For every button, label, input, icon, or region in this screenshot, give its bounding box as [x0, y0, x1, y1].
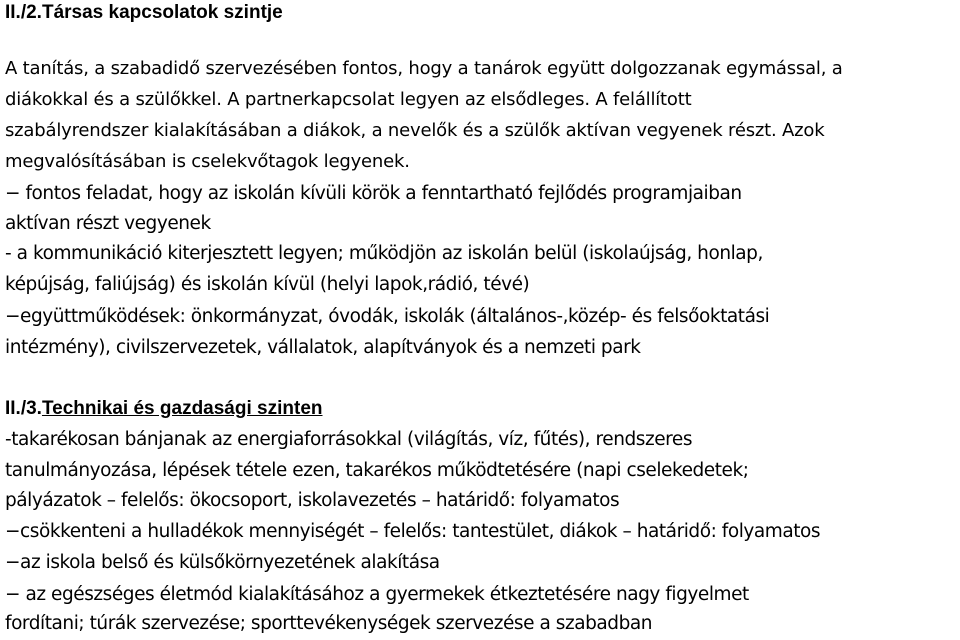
- list-item: fordítani; túrák szervezése; sporttevékenységek szervezése a szabadban: [5, 613, 653, 634]
- paragraph-line: diákokkal és a szülőkkel. A partnerkapcsolat legyen az elsődleges. A felállított: [5, 89, 692, 110]
- list-item: −csökkenteni a hulladékok mennyiségét – felelős: tantestület, diákok – határidő: folyamatos: [5, 521, 821, 542]
- list-item: képújság, faliújság) és iskolán kívül (helyi lapok,rádió, tévé): [5, 274, 530, 295]
- section-3-heading: [5, 397, 323, 421]
- paragraph-line: A tanítás, a szabadidő szervezésében fontos, hogy a tanárok együtt dolgozzanak egymással, a: [5, 58, 843, 79]
- list-item: tanulmányozása, lépések tétele ezen, takarékos működtetésére (napi cselekedetek;: [5, 460, 749, 481]
- paragraph-line: megvalósításában is cselekvőtagok legyenek.: [5, 151, 410, 172]
- section-3-heading-prefix: II./3.: [5, 398, 42, 419]
- list-item: −együttműködések: önkormányzat, óvodák, iskolák (általános-,közép- és felsőoktatási: [5, 306, 770, 327]
- list-item: pályázatok – felelős: ökocsoport, iskolavezetés – határidő: folyamatos: [5, 490, 620, 511]
- list-item: aktívan részt vegyenek: [5, 213, 211, 234]
- list-item: − fontos feladat, hogy az iskolán kívüli körök a fenntartható fejlődés programjaiban: [5, 183, 742, 204]
- list-item: - a kommunikáció kiterjesztett legyen; működjön az iskolán belül (iskolaújság, honlap,: [5, 243, 763, 264]
- list-item: −az iskola belső és külsőkörnyezetének alakítása: [5, 552, 440, 573]
- list-item: -takarékosan bánjanak az energiaforrásokkal (világítás, víz, fűtés), rendszeres: [5, 429, 693, 450]
- section-2-heading: II./2.Társas kapcsolatok szintje: [5, 2, 283, 23]
- paragraph-line: szabályrendszer kialakításában a diákok, a nevelők és a szülők aktívan vegyenek részt. Azok: [5, 120, 825, 141]
- list-item: − az egészséges életmód kialakításához a gyermekek étkeztetésére nagy figyelmet: [5, 584, 749, 605]
- section-3-heading-title: Technikai és gazdasági szinten: [41, 398, 323, 419]
- list-item: intézmény), civilszervezetek, vállalatok, alapítványok és a nemzeti park: [5, 337, 641, 358]
